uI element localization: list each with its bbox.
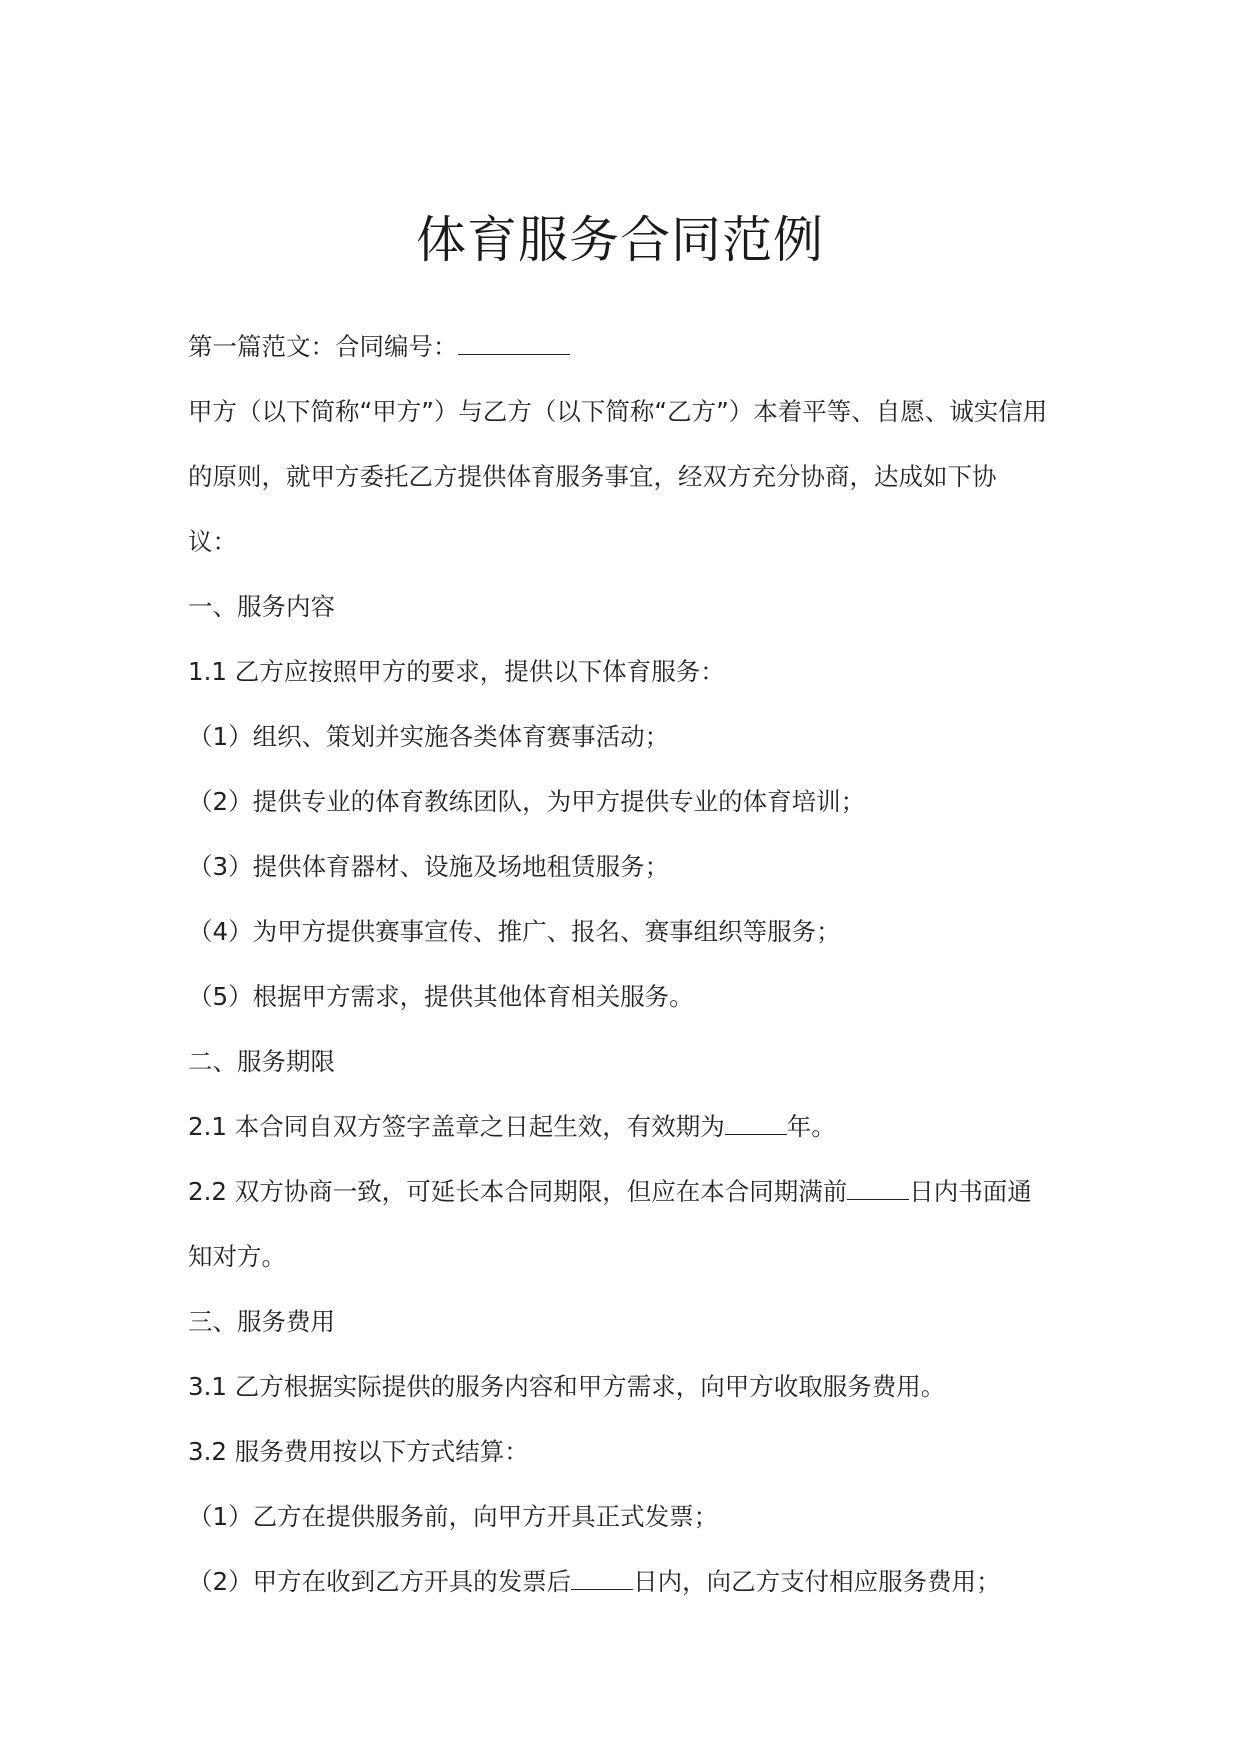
paragraph-line (188, 1224, 1068, 1289)
paragraph-line (188, 314, 1068, 379)
line-text: 3.2 服务费用按以下方式结算： (188, 1437, 529, 1466)
line-text: （3）提供体育器材、设施及场地租赁服务； (188, 852, 670, 881)
line-text: 3.1 乙方根据实际提供的服务内容和甲方需求，向甲方收取服务费用。 (188, 1372, 946, 1401)
line-text: 议： (188, 527, 237, 556)
paragraph-line (188, 834, 1068, 899)
line-text-after-blank: 年。 (786, 1112, 836, 1141)
fill-in-blank (847, 1177, 909, 1200)
paragraph-line (188, 1484, 1068, 1549)
paragraph-line (188, 1354, 1068, 1419)
line-text: 的原则，就甲方委托乙方提供体育服务事宜，经双方充分协商，达成如下协 (188, 462, 997, 491)
paragraph-line (188, 574, 1068, 639)
paragraph-line (188, 1289, 1068, 1354)
paragraph-line (188, 1094, 1068, 1159)
paragraph-line (188, 1419, 1068, 1484)
paragraph-line (188, 964, 1068, 1029)
paragraph-line (188, 509, 1068, 574)
line-text: 2.1 本合同自双方签字盖章之日起生效，有效期为 (188, 1112, 725, 1141)
paragraph-line (188, 1159, 1068, 1224)
line-text: 三、服务费用 (188, 1307, 335, 1336)
paragraph-line (188, 639, 1068, 704)
line-text: （5）根据甲方需求，提供其他体育相关服务。 (188, 982, 694, 1011)
line-text: （1）组织、策划并实施各类体育赛事活动； (188, 722, 670, 751)
paragraph-line (188, 1549, 1068, 1614)
paragraph-line (188, 444, 1068, 509)
fill-in-blank (725, 1112, 787, 1135)
line-text: 一、服务内容 (188, 592, 335, 621)
line-text: 二、服务期限 (188, 1047, 335, 1076)
line-text: 知对方。 (188, 1242, 286, 1271)
line-text: （2）甲方在收到乙方开具的发票后 (188, 1567, 572, 1596)
line-text: 2.2 双方协商一致，可延长本合同期限，但应在本合同期满前 (188, 1177, 848, 1206)
line-text: 甲方（以下简称“甲方”）与乙方（以下简称“乙方”）本着平等、自愿、诚实信用 (188, 397, 1048, 426)
line-text-after-blank: 日内，向乙方支付相应服务费用； (633, 1567, 1001, 1596)
paragraph-line (188, 769, 1068, 834)
document-body (188, 314, 1068, 1614)
line-text: （1）乙方在提供服务前，向甲方开具正式发票； (188, 1502, 719, 1531)
paragraph-line (188, 1029, 1068, 1094)
document-title: 体育服务合同范例 (416, 211, 824, 269)
paragraph-line (188, 899, 1068, 964)
fill-in-blank (458, 332, 570, 355)
fill-in-blank (571, 1567, 633, 1590)
line-text: 1.1 乙方应按照甲方的要求，提供以下体育服务： (188, 657, 725, 686)
line-text-after-blank: 日内书面通 (909, 1177, 1032, 1206)
line-text: 第一篇范文：合同编号： (188, 332, 458, 361)
paragraph-line (188, 379, 1068, 444)
line-text: （4）为甲方提供赛事宣传、推广、报名、赛事组织等服务； (188, 917, 841, 946)
line-text: （2）提供专业的体育教练团队，为甲方提供专业的体育培训； (188, 787, 866, 816)
paragraph-line (188, 704, 1068, 769)
